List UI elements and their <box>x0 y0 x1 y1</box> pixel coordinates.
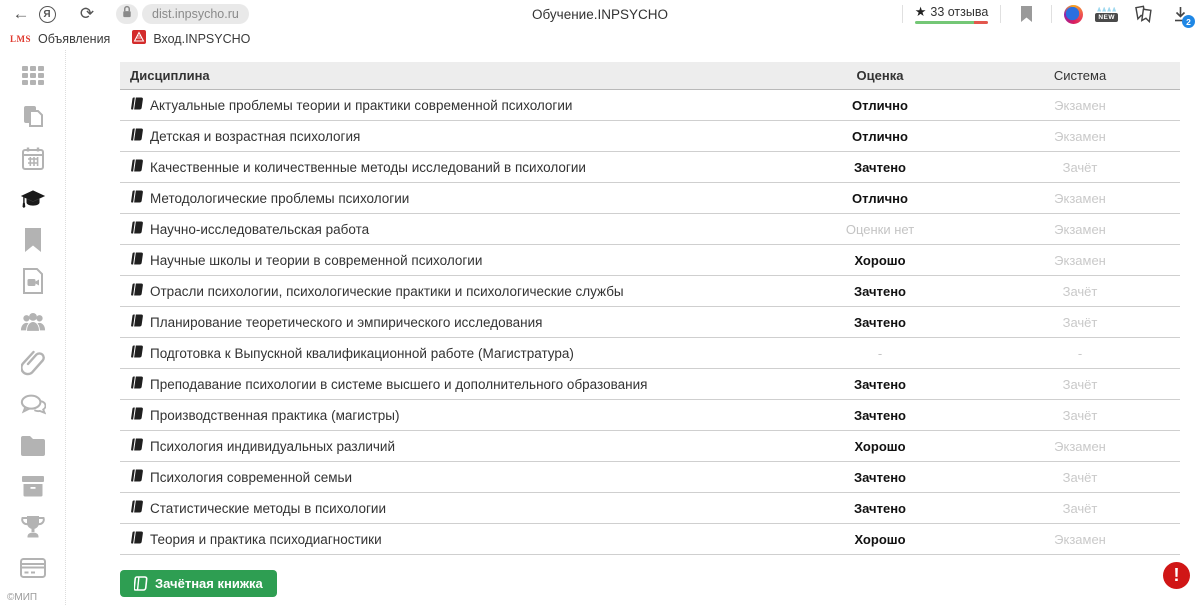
discipline-cell[interactable] <box>120 314 780 330</box>
discipline-cell[interactable] <box>120 345 780 361</box>
discipline-label: Теория и практика психодиагностики <box>150 531 382 547</box>
table-row[interactable] <box>120 369 1180 400</box>
discipline-cell[interactable] <box>120 159 780 175</box>
calendar-icon[interactable] <box>20 146 46 170</box>
grade-cell: Зачтено <box>854 407 906 423</box>
grid-icon[interactable] <box>20 64 46 88</box>
folder-icon[interactable] <box>20 433 46 457</box>
discipline-cell[interactable] <box>120 128 780 144</box>
discipline-label: Преподавание психологии в системе высшего и дополнительного образования <box>150 376 648 392</box>
collections-icon[interactable] <box>1130 2 1156 26</box>
reviews-count-label: 33 отзыва <box>930 4 989 19</box>
table-row[interactable] <box>120 152 1180 183</box>
system-cell: - <box>1077 345 1083 361</box>
new-badge: NEW <box>1095 13 1118 22</box>
discipline-cell[interactable] <box>120 283 780 299</box>
id-card-icon[interactable] <box>20 556 46 580</box>
system-cell: Зачёт <box>1062 159 1098 175</box>
grade-cell: Зачтено <box>854 500 906 516</box>
browser-toolbar <box>0 0 1200 28</box>
system-cell: Экзамен <box>1054 190 1106 206</box>
system-cell: Экзамен <box>1054 128 1106 144</box>
grade-cell: Оценки нет <box>845 221 915 237</box>
lock-icon <box>121 5 133 23</box>
new-extension-icon[interactable] <box>1095 7 1118 22</box>
address-bar[interactable] <box>142 4 249 24</box>
reviews-positive-bar <box>915 21 974 24</box>
system-cell: Зачёт <box>1062 314 1098 330</box>
book-icon <box>129 345 144 361</box>
discipline-cell[interactable] <box>120 531 780 547</box>
toolbar-divider <box>1051 5 1052 23</box>
header-grade: Оценка <box>856 68 904 83</box>
users-icon[interactable] <box>20 310 46 334</box>
content-area <box>0 50 1200 605</box>
back-button[interactable]: ← <box>12 4 30 23</box>
grade-cell: Зачтено <box>854 469 906 485</box>
discipline-label: Научно-исследовательская работа <box>150 221 370 237</box>
system-cell: Экзамен <box>1054 438 1106 454</box>
bookmark-flag-icon[interactable] <box>1013 2 1039 26</box>
graduation-cap-icon[interactable] <box>20 187 46 211</box>
grade-cell: - <box>877 345 883 361</box>
book-icon <box>134 576 148 591</box>
table-row[interactable] <box>120 121 1180 152</box>
extension-circle-icon[interactable] <box>1064 5 1083 24</box>
book-icon <box>129 500 144 516</box>
page-title: Обучение.INPSYCHO <box>532 6 668 22</box>
discipline-cell[interactable] <box>120 190 780 206</box>
trophy-icon[interactable] <box>20 515 46 539</box>
reviews-negative-bar <box>974 21 989 24</box>
book-icon <box>129 221 144 237</box>
bookmark-label: Вход.INPSYCHO <box>153 32 251 46</box>
discipline-label: Качественные и количественные методы исследований в психологии <box>150 159 586 175</box>
table-row[interactable] <box>120 400 1180 431</box>
bookmark-announcements[interactable] <box>10 32 110 46</box>
gradebook-button-label: Зачётная книжка <box>155 576 263 591</box>
system-cell: Зачёт <box>1062 469 1098 485</box>
table-row[interactable] <box>120 338 1180 369</box>
discipline-cell[interactable] <box>120 500 780 516</box>
grade-cell: Хорошо <box>854 531 906 547</box>
grades-table-body <box>120 90 1180 555</box>
system-cell: Экзамен <box>1054 531 1106 547</box>
book-icon <box>129 469 144 485</box>
table-row[interactable] <box>120 214 1180 245</box>
crown-icon <box>1097 7 1116 12</box>
book-icon <box>129 128 144 144</box>
book-icon <box>129 314 144 330</box>
header-discipline: Дисциплина <box>130 68 210 83</box>
discipline-label: Актуальные проблемы теории и практики современной психологии <box>150 97 573 113</box>
grade-cell: Зачтено <box>854 376 906 392</box>
star-icon: ★ <box>914 4 927 19</box>
reviews-rating-bar <box>915 21 989 24</box>
table-row[interactable] <box>120 183 1180 214</box>
table-row[interactable] <box>120 493 1180 524</box>
system-cell: Зачёт <box>1062 376 1098 392</box>
grade-cell: Отлично <box>852 128 908 144</box>
discipline-cell[interactable] <box>120 469 780 485</box>
url-text: dist.inpsycho.ru <box>152 7 239 21</box>
discipline-cell[interactable] <box>120 252 780 268</box>
main-panel <box>66 50 1200 605</box>
book-icon <box>129 531 144 547</box>
ssl-lock-badge[interactable] <box>116 4 138 24</box>
discipline-label: Научные школы и теории в современной психологии <box>150 252 483 268</box>
table-row[interactable] <box>120 90 1180 121</box>
yandex-browser-icon[interactable] <box>34 2 60 26</box>
table-header-row <box>120 62 1180 90</box>
bookmarks-bar <box>0 28 1200 50</box>
table-row[interactable] <box>120 462 1180 493</box>
discipline-label: Методологические проблемы психологии <box>150 190 410 206</box>
refresh-button[interactable]: ⟳ <box>79 4 95 23</box>
header-system: Система <box>1053 68 1107 83</box>
downloads-count-badge: 2 <box>1182 15 1195 28</box>
alert-notification-icon[interactable]: ! <box>1163 562 1190 589</box>
grade-cell: Зачтено <box>854 159 906 175</box>
grade-cell: Отлично <box>852 190 908 206</box>
book-icon <box>129 252 144 268</box>
book-icon <box>129 159 144 175</box>
system-cell: Зачёт <box>1062 283 1098 299</box>
system-cell: Зачёт <box>1062 407 1098 423</box>
discipline-cell[interactable] <box>120 97 780 113</box>
site-reviews-widget[interactable] <box>915 5 989 24</box>
system-cell: Экзамен <box>1054 221 1106 237</box>
sidebar-nav <box>0 50 66 605</box>
table-row[interactable] <box>120 245 1180 276</box>
bookmark-icon[interactable] <box>20 228 46 252</box>
grade-cell: Хорошо <box>854 252 906 268</box>
grades-table <box>120 62 1180 555</box>
downloads-button[interactable] <box>1168 2 1192 26</box>
grade-cell: Хорошо <box>854 438 906 454</box>
book-icon <box>129 376 144 392</box>
discipline-cell[interactable] <box>120 407 780 423</box>
bookmark-inpsycho-login[interactable] <box>132 30 250 49</box>
copy-docs-icon[interactable] <box>20 105 46 129</box>
grade-cell: Зачтено <box>854 314 906 330</box>
chat-icon[interactable] <box>20 392 46 416</box>
table-row[interactable] <box>120 524 1180 555</box>
discipline-label: Психология современной семьи <box>150 469 353 485</box>
table-row[interactable] <box>120 307 1180 338</box>
toolbar-divider <box>902 5 903 23</box>
gradebook-button[interactable] <box>120 570 277 597</box>
book-icon <box>129 407 144 423</box>
lms-logo-icon: LMS <box>10 34 32 44</box>
discipline-cell[interactable] <box>120 438 780 454</box>
discipline-label: Подготовка к Выпускной квалификационной работе (Магистратура) <box>150 345 574 361</box>
mip-logo-icon <box>132 30 146 49</box>
paperclip-icon[interactable] <box>20 351 46 375</box>
discipline-label: Производственная практика (магистры) <box>150 407 400 423</box>
discipline-label: Планирование теоретического и эмпирического исследования <box>150 314 543 330</box>
table-row[interactable] <box>120 431 1180 462</box>
book-icon <box>129 438 144 454</box>
book-icon <box>129 190 144 206</box>
book-icon <box>129 97 144 113</box>
copyright-label: ©МИП <box>7 592 38 603</box>
video-doc-icon[interactable] <box>20 269 46 293</box>
grade-cell: Отлично <box>852 97 908 113</box>
toolbar-divider <box>1000 5 1001 23</box>
yandex-logo-glyph: Я <box>39 6 56 23</box>
table-row[interactable] <box>120 276 1180 307</box>
discipline-label: Отрасли психологии, психологические практики и психологические службы <box>150 283 624 299</box>
grade-cell: Зачтено <box>854 283 906 299</box>
system-cell: Экзамен <box>1054 97 1106 113</box>
archive-icon[interactable] <box>20 474 46 498</box>
discipline-label: Детская и возрастная психология <box>150 128 361 144</box>
discipline-cell[interactable] <box>120 376 780 392</box>
system-cell: Экзамен <box>1054 252 1106 268</box>
discipline-cell[interactable] <box>120 221 780 237</box>
discipline-label: Психология индивидуальных различий <box>150 438 395 454</box>
bookmark-label: Объявления <box>38 32 111 46</box>
discipline-label: Статистические методы в психологии <box>150 500 386 516</box>
system-cell: Зачёт <box>1062 500 1098 516</box>
book-icon <box>129 283 144 299</box>
